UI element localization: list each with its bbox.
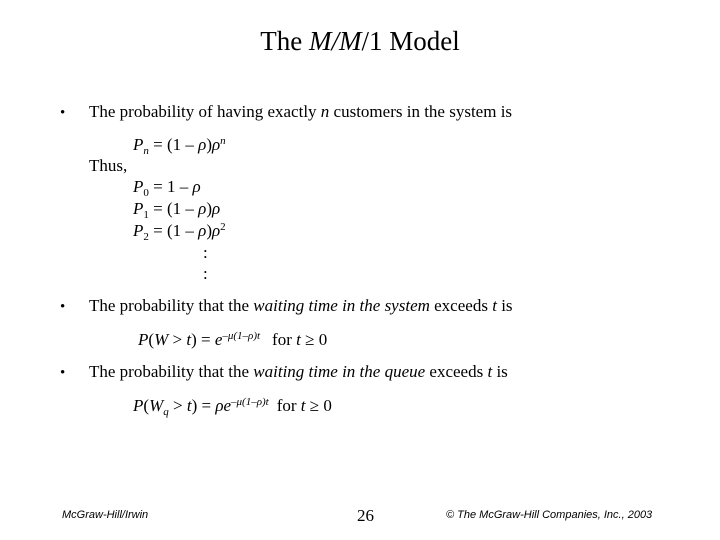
title-separator: / (331, 26, 339, 56)
title-m2: M (339, 26, 362, 56)
formula-pn: $P_n = (1 - \rho)\rho^n$ (133, 135, 226, 157)
bullet-marker: • (60, 365, 66, 381)
formula-waiting-system: $P(W > t) = e^{-\mu(1-\rho)t}$ for t ≥ 0 (138, 330, 328, 349)
slide-title (0, 26, 720, 57)
continuation-dots-1: : (203, 243, 208, 262)
bullet-marker: • (60, 299, 66, 315)
footer-publisher: McGraw-Hill/Irwin (62, 509, 149, 521)
formula-p0: $P_0 = 1 - \rho$ (133, 177, 201, 199)
continuation-dots-2: : (203, 264, 208, 283)
bullet-3-text: The probability that the waiting time in the queue exceeds t is (89, 362, 508, 381)
bullet-1-text: The probability of having exactly n customers in the system is (89, 102, 513, 121)
title-prefix: The (260, 26, 309, 56)
formula-waiting-queue: $P(W_q > t) = \rho e^{-\mu(1-\rho)t}$ for t ≥ 0 (133, 396, 332, 418)
formula-p1: $P_1 = (1 - \rho)\rho$ (133, 199, 221, 221)
formula-p2: $P_2 = (1 - \rho)\rho^2$ (133, 221, 226, 243)
footer-copyright: © The McGraw-Hill Companies, Inc., 2003 (446, 509, 653, 521)
thus-label: Thus, (89, 156, 128, 175)
page-number: 26 (357, 506, 374, 525)
title-m1: M (308, 26, 332, 56)
bullet-marker: • (60, 105, 66, 121)
title-suffix: /1 Model (361, 26, 460, 56)
bullet-2-text: The probability that the waiting time in the system exceeds t is (89, 296, 513, 315)
